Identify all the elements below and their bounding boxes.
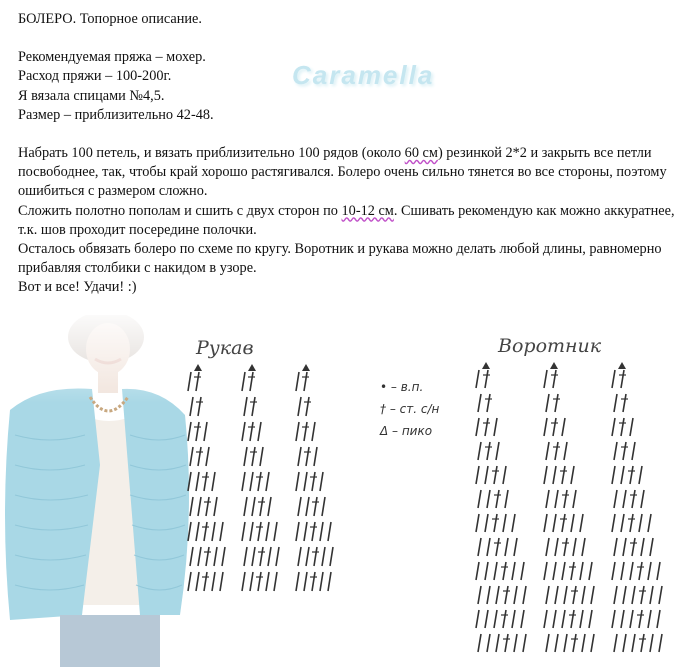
stitch-mark (544, 562, 547, 580)
stitch-mark (485, 370, 488, 388)
stitch-mark (621, 514, 624, 532)
stitch-mark (206, 497, 209, 516)
stitch-mark (573, 634, 576, 652)
stitch-mark (496, 634, 499, 652)
stitch-mark (639, 562, 642, 580)
stitch-mark (260, 447, 263, 466)
sleeve-crochet-diagram (182, 362, 352, 602)
stitch-mark (621, 610, 624, 628)
stitch-mark (188, 472, 191, 491)
stitch-mark (478, 394, 481, 412)
stitch-mark (494, 610, 497, 628)
stitch-mark (296, 472, 299, 491)
stitch-mark (296, 372, 299, 391)
stitch-mark (659, 634, 662, 652)
stitch-mark (314, 547, 317, 566)
stitch-mark (242, 472, 245, 491)
stitch-mark (304, 572, 307, 591)
stitch-mark (312, 572, 315, 591)
stitch-mark (614, 442, 617, 460)
stitch-mark (198, 547, 201, 566)
stitch-mark (476, 562, 479, 580)
stitch-mark (571, 610, 574, 628)
stitch-mark (242, 572, 245, 591)
stitch-mark (639, 466, 642, 484)
closing-line: Вот и все! Удачи! :) (18, 279, 137, 296)
stitch-mark (562, 466, 565, 484)
stitch-mark (553, 418, 556, 436)
paragraph-instructions: Набрать 100 петель, и вязать приблизительно 100 рядов (около 60 см) резинкой 2*2 и закрыть все петли посвободнее, так, чтобы край хорошо растягивался. Болеро очень сильно тянется во все стороны, поэтому ошибиться с размером сложно. (18, 145, 667, 200)
stitch-mark (659, 586, 662, 604)
stitch-mark (614, 586, 617, 604)
stitch-mark (523, 586, 526, 604)
stitch-mark (505, 586, 508, 604)
stitch-mark (614, 394, 617, 412)
stitch-mark (571, 514, 574, 532)
stitch-mark (562, 562, 565, 580)
stitch-mark (562, 610, 565, 628)
stitch-mark (312, 472, 315, 491)
stitch-mark (312, 522, 315, 541)
stitch-mark (512, 610, 515, 628)
stitch-mark (562, 514, 565, 532)
stitch-mark (304, 522, 307, 541)
stitch-mark (188, 422, 191, 441)
stitch-mark (512, 562, 515, 580)
stitch-mark (546, 634, 549, 652)
stitch-mark (580, 610, 583, 628)
stitch-mark (496, 442, 499, 460)
stitch-mark (478, 586, 481, 604)
stitch-mark (196, 422, 199, 441)
stitch-mark (476, 370, 479, 388)
stitch-mark (496, 586, 499, 604)
stitch-mark (546, 490, 549, 508)
legend-chain-stitch: • – в.п. (380, 380, 424, 394)
stitch-mark (206, 547, 209, 566)
stitch-mark (478, 442, 481, 460)
stitch-mark (641, 634, 644, 652)
stitch-mark (555, 634, 558, 652)
stitch-mark (304, 372, 307, 391)
stitch-mark (505, 490, 508, 508)
stitch-mark (553, 562, 556, 580)
stitch-mark (298, 497, 301, 516)
picot-mark (550, 362, 558, 369)
stitch-mark (487, 394, 490, 412)
stitch-mark (503, 562, 506, 580)
legend-picot: Δ – пико (380, 424, 433, 438)
stitch-mark (268, 497, 271, 516)
stitch-mark (320, 522, 323, 541)
stitch-mark (244, 547, 247, 566)
stitch-mark (244, 497, 247, 516)
paragraph-sewing: Сложить полотно пополам и сшить с двух сторон по 10-12 см. Сшивать рекомендую как можно аккуратнее, т.к. шов проходит посередине полочки. (18, 202, 675, 238)
stitch-mark (252, 547, 255, 566)
document-title: БОЛЕРО. Топорное описание. (18, 11, 202, 27)
stitch-mark (242, 522, 245, 541)
stitch-mark (485, 514, 488, 532)
stitch-mark (621, 562, 624, 580)
stitch-mark (641, 490, 644, 508)
stitch-mark (320, 572, 323, 591)
stitch-mark (487, 490, 490, 508)
stitch-mark (512, 514, 515, 532)
stitch-mark (250, 422, 253, 441)
stitch-mark (623, 394, 626, 412)
stitch-mark (322, 497, 325, 516)
model-photo (0, 315, 195, 667)
stitch-mark (544, 418, 547, 436)
stitch-mark (485, 418, 488, 436)
stitch-mark (571, 562, 574, 580)
stitch-mark (204, 472, 207, 491)
stitch-mark (514, 634, 517, 652)
stitch-mark (632, 442, 635, 460)
picot-mark (194, 364, 202, 371)
stitch-mark (258, 422, 261, 441)
stitch-mark (306, 497, 309, 516)
stitch-mark (521, 610, 524, 628)
stitch-mark (487, 538, 490, 556)
stitch-mark (612, 370, 615, 388)
spec-consumption: Расход пряжи – 100-200г. (18, 68, 172, 85)
stitch-mark (573, 490, 576, 508)
stitch-mark (298, 397, 301, 416)
stitch-mark (573, 586, 576, 604)
stitch-mark (314, 497, 317, 516)
stitch-mark (190, 397, 193, 416)
stitch-mark (641, 538, 644, 556)
stitch-mark (190, 547, 193, 566)
stitch-mark (555, 490, 558, 508)
stitch-mark (485, 610, 488, 628)
stitch-mark (485, 466, 488, 484)
stitch-mark (632, 586, 635, 604)
stitch-mark (250, 522, 253, 541)
stitch-mark (198, 447, 201, 466)
stitch-mark (494, 466, 497, 484)
stitch-mark (657, 610, 660, 628)
stitch-mark (623, 586, 626, 604)
stitch-mark (562, 418, 565, 436)
picot-mark (618, 362, 626, 369)
stitch-mark (503, 610, 506, 628)
stitch-mark (641, 586, 644, 604)
stitch-mark (258, 522, 261, 541)
stitch-mark (589, 610, 592, 628)
stitch-mark (580, 514, 583, 532)
stitch-mark (476, 466, 479, 484)
stitch-mark (630, 514, 633, 532)
stitch-mark (190, 497, 193, 516)
stitch-mark (304, 472, 307, 491)
stitch-mark (476, 514, 479, 532)
stitch-mark (298, 547, 301, 566)
collar-diagram-title: Воротник (498, 335, 602, 357)
stitch-mark (478, 490, 481, 508)
stitch-mark (614, 634, 617, 652)
stitch-mark (612, 418, 615, 436)
stitch-mark (564, 586, 567, 604)
stitch-mark (630, 418, 633, 436)
stitch-mark (630, 466, 633, 484)
stitch-mark (250, 572, 253, 591)
stitch-mark (494, 562, 497, 580)
stitch-mark (591, 586, 594, 604)
stitch-mark (296, 422, 299, 441)
stitch-mark (487, 586, 490, 604)
stitch-mark (648, 562, 651, 580)
stitch-mark (206, 447, 209, 466)
stitch-mark (266, 572, 269, 591)
stitch-mark (612, 466, 615, 484)
stitch-mark (244, 397, 247, 416)
stitch-mark (496, 538, 499, 556)
stitch-mark (314, 447, 317, 466)
stitch-mark (312, 422, 315, 441)
stitch-mark (322, 547, 325, 566)
stitch-mark (553, 514, 556, 532)
stitch-mark (580, 562, 583, 580)
stitch-mark (582, 538, 585, 556)
stitch-mark (621, 418, 624, 436)
stitch-mark (252, 447, 255, 466)
stitch-mark (648, 610, 651, 628)
stitch-mark (266, 472, 269, 491)
stitch-mark (612, 562, 615, 580)
stitch-mark (553, 370, 556, 388)
stitch-mark (494, 418, 497, 436)
stitch-mark (276, 547, 279, 566)
stitch-mark (478, 538, 481, 556)
stitch-mark (252, 497, 255, 516)
stitch-mark (546, 394, 549, 412)
stitch-mark (555, 394, 558, 412)
stitch-mark (196, 572, 199, 591)
stitch-mark (220, 522, 223, 541)
stitch-mark (630, 562, 633, 580)
stitch-mark (222, 547, 225, 566)
stitch-mark (650, 634, 653, 652)
stitch-mark (564, 490, 567, 508)
stitch-mark (623, 442, 626, 460)
stitch-mark (623, 538, 626, 556)
stitch-mark (632, 490, 635, 508)
stitch-mark (546, 538, 549, 556)
stitch-mark (296, 522, 299, 541)
stitch-mark (196, 522, 199, 541)
stitch-mark (258, 572, 261, 591)
stitch-mark (650, 538, 653, 556)
stitch-mark (514, 586, 517, 604)
stitch-mark (476, 418, 479, 436)
stitch-mark (582, 634, 585, 652)
stitch-mark (196, 372, 199, 391)
stitch-mark (298, 447, 301, 466)
stitch-mark (487, 442, 490, 460)
stitch-mark (260, 497, 263, 516)
stitch-mark (555, 442, 558, 460)
stitch-mark (274, 522, 277, 541)
stitch-mark (623, 490, 626, 508)
stitch-mark (306, 397, 309, 416)
collar-crochet-diagram (470, 360, 698, 665)
stitch-mark (260, 547, 263, 566)
stitch-mark (220, 572, 223, 591)
stitch-mark (564, 538, 567, 556)
sleeve-diagram-title: Рукав (196, 337, 254, 359)
stitch-mark (571, 466, 574, 484)
stitch-mark (476, 610, 479, 628)
stitch-mark (306, 547, 309, 566)
legend-double-crochet: † – ст. с/н (380, 402, 440, 416)
stitch-mark (188, 572, 191, 591)
stitch-mark (639, 514, 642, 532)
underlined-measure: 60 см (404, 145, 438, 162)
stitch-mark (546, 586, 549, 604)
spec-yarn: Рекомендуемая пряжа – мохер. (18, 49, 206, 66)
stitch-mark (274, 572, 277, 591)
stitch-mark (304, 422, 307, 441)
watermark-logo: Caramella (292, 60, 435, 90)
stitch-mark (505, 634, 508, 652)
stitch-mark (328, 522, 331, 541)
stitch-mark (555, 538, 558, 556)
stitch-mark (553, 466, 556, 484)
stitch-mark (496, 490, 499, 508)
stitch-mark (623, 634, 626, 652)
stitch-mark (582, 586, 585, 604)
stitch-mark (204, 422, 207, 441)
stitch-mark (621, 466, 624, 484)
spec-needles: Я вязала спицами №4,5. (18, 87, 165, 104)
stitch-mark (196, 472, 199, 491)
stitch-mark (204, 572, 207, 591)
stitch-mark (188, 522, 191, 541)
stitch-mark (544, 370, 547, 388)
stitch-mark (589, 562, 592, 580)
stitch-mark (503, 466, 506, 484)
stitch-mark (544, 466, 547, 484)
stitch-mark (242, 422, 245, 441)
stitch-mark (250, 472, 253, 491)
stitch-mark (505, 538, 508, 556)
stitch-mark (650, 586, 653, 604)
document-body (18, 10, 688, 298)
stitch-mark (553, 610, 556, 628)
stitch-mark (328, 572, 331, 591)
stitch-mark (573, 538, 576, 556)
stitch-mark (330, 547, 333, 566)
stitch-mark (214, 547, 217, 566)
stitch-mark (244, 447, 247, 466)
stitch-mark (204, 522, 207, 541)
stitch-mark (190, 447, 193, 466)
stitch-mark (306, 447, 309, 466)
stitch-mark (214, 497, 217, 516)
stitch-mark (632, 634, 635, 652)
stitch-mark (612, 514, 615, 532)
paragraph-edging: Осталось обвязать болеро по схеме по кругу. Воротник и рукава можно делать любой длины, равномерно прибавляя столбики с накидом в узоре. (18, 241, 662, 277)
stitch-mark (258, 472, 261, 491)
stitch-mark (544, 610, 547, 628)
stitch-mark (198, 397, 201, 416)
stitch-mark (485, 562, 488, 580)
stitch-mark (268, 547, 271, 566)
stitch-mark (521, 562, 524, 580)
stitch-mark (212, 522, 215, 541)
stitch-mark (266, 522, 269, 541)
stitch-mark (503, 514, 506, 532)
stitch-mark (612, 610, 615, 628)
picot-mark (482, 362, 490, 369)
stitch-mark (632, 538, 635, 556)
stitch-mark (591, 634, 594, 652)
stitch-mark (614, 490, 617, 508)
stitch-mark (198, 497, 201, 516)
diagram-legend (380, 376, 439, 442)
stitch-mark (478, 634, 481, 652)
stitch-mark (614, 538, 617, 556)
stitch-mark (544, 514, 547, 532)
stitch-mark (252, 397, 255, 416)
stitch-mark (320, 472, 323, 491)
stitch-mark (546, 442, 549, 460)
stitch-mark (296, 572, 299, 591)
stitch-mark (657, 562, 660, 580)
stitch-mark (621, 370, 624, 388)
stitch-mark (188, 372, 191, 391)
underlined-measure: 10-12 см (341, 202, 394, 219)
picot-mark (248, 364, 256, 371)
picot-mark (302, 364, 310, 371)
stitch-mark (648, 514, 651, 532)
stitch-mark (242, 372, 245, 391)
stitch-mark (564, 442, 567, 460)
stitch-mark (487, 634, 490, 652)
stitch-mark (639, 610, 642, 628)
stitch-mark (630, 610, 633, 628)
stitch-mark (212, 472, 215, 491)
stitch-mark (250, 372, 253, 391)
stitch-mark (494, 514, 497, 532)
stitch-mark (523, 634, 526, 652)
stitch-mark (555, 586, 558, 604)
stitch-mark (564, 634, 567, 652)
spec-size: Размер – приблизительно 42-48. (18, 106, 214, 123)
stitch-mark (514, 538, 517, 556)
stitch-mark (212, 572, 215, 591)
